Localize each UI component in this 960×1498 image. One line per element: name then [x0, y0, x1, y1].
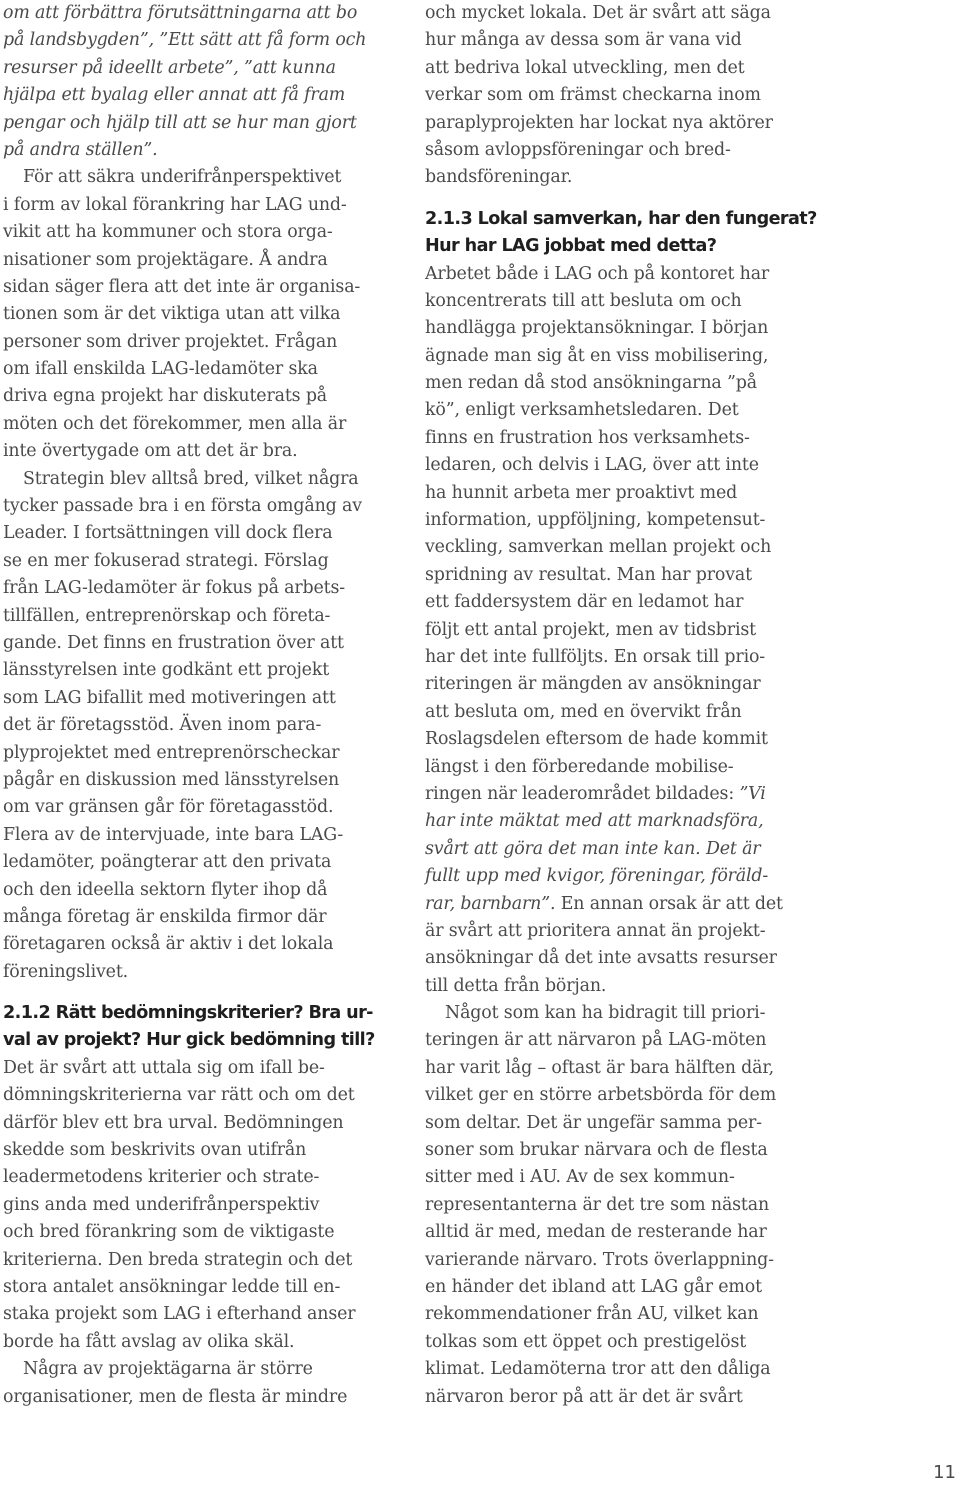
text-line: tillfällen, entreprenörskap och företa-	[3, 605, 331, 626]
text-line: För att säkra underifrånperspektivet	[23, 167, 342, 188]
text-line: som LAG bifallit med motiveringen att	[3, 687, 336, 708]
text-line: gande. Det finns en frustration över att	[3, 632, 344, 653]
section-heading: 2.1.2 Rätt bedömningskriterier? Bra ur-	[3, 1003, 373, 1024]
text-line: att besluta om, med en övervikt från	[425, 701, 742, 722]
text-line: ha hunnit arbeta mer proaktivt med	[425, 482, 738, 503]
text-line: kriterierna. Den breda strategin och det	[3, 1249, 353, 1270]
section-heading: val av projekt? Hur gick bedömning till?	[3, 1030, 375, 1051]
text-line: ett faddersystem där en ledamot har	[425, 592, 744, 613]
text-line: gins anda med underifrånperspektiv	[3, 1194, 320, 1215]
text-line: ledamöter, poängterar att den privata	[3, 852, 332, 873]
text-line: Arbetet både i LAG och på kontoret har	[425, 263, 770, 284]
text-line: borde ha fått avslag av olika skäl.	[3, 1331, 295, 1352]
text-line: längst i den förberedande mobilise-	[425, 756, 734, 777]
text-line: Något som kan ha bidragit till priori-	[445, 1003, 766, 1024]
text-line: en händer det ibland att LAG går emot	[425, 1276, 762, 1297]
text-line: inte övertygade om att det är bra.	[3, 441, 298, 462]
text-line: rekommendationer från AU, vilket kan	[425, 1304, 759, 1325]
text-line: ansökningar då det inte avsatts resurser	[425, 948, 777, 969]
section-heading: Hur har LAG jobbat med detta?	[425, 236, 717, 257]
text-line: och mycket lokala. Det är svårt att säga	[425, 3, 771, 23]
text-line: från LAG-ledamöter är fokus på arbets-	[3, 578, 346, 599]
text-line: tionen som är det viktiga utan att vilka	[3, 304, 341, 325]
left-text-column	[3, 0, 401, 1411]
text-line: har det inte fullföljts. En orsak till prio-	[425, 646, 766, 667]
text-line: koncentrerats till att besluta om och	[425, 290, 742, 311]
text-line: pågår en diskussion med länsstyrelsen	[3, 769, 340, 790]
text-line: organisationer, men de flesta är mindre	[3, 1386, 348, 1407]
text-line: hur många av dessa som är vana vid	[425, 30, 742, 51]
text-line: leadermetodens kriterier och strate-	[3, 1167, 320, 1188]
text-line: nisationer som projektägare. Å andra	[3, 249, 328, 270]
text-line: Leader. I fortsättningen vill dock flera	[3, 523, 333, 544]
text-line: svårt att göra det man inte kan. Det är	[425, 838, 761, 859]
text-line: länsstyrelsen inte godkänt ett projekt	[3, 660, 330, 681]
text-line: att bedriva lokal utveckling, men det	[425, 57, 745, 78]
text-line: paraplyprojekten har lockat nya aktörer	[425, 112, 773, 133]
text-line: resurser på ideellt arbete”, ”att kunna	[3, 57, 336, 78]
text-line: information, uppföljning, kompetensut-	[425, 510, 766, 531]
text-line: skedde som beskrivits ovan utifrån	[3, 1140, 307, 1161]
text-line: har varit låg – oftast är bara hälften där,	[425, 1057, 774, 1078]
text-line: Det är svårt att uttala sig om ifall be-	[3, 1057, 325, 1078]
text-line: och bred förankring som de viktigaste	[3, 1222, 335, 1243]
text-line: verkar som om främst checkarna inom	[425, 85, 761, 106]
section-gap	[3, 986, 401, 1000]
section-heading: 2.1.3 Lokal samverkan, har den fungerat?	[425, 208, 817, 229]
text-line: dömningskriterierna var rätt och om det	[3, 1085, 355, 1106]
text-line: sidan säger flera att det inte är organisa-	[3, 276, 361, 297]
text-line: möten och det förekommer, men alla är	[3, 413, 347, 434]
text-line: veckling, samverkan mellan projekt och	[425, 537, 772, 558]
text-line: personer som driver projektet. Frågan	[3, 331, 338, 352]
text-line: riteringen är mängden av ansökningar	[425, 674, 761, 695]
text-line: kö”, enligt verksamhetsledaren. Det	[425, 400, 739, 421]
text-line: representanterna är det tre som nästan	[425, 1194, 770, 1215]
text-line: till detta från början.	[425, 975, 607, 996]
text-line: det är företagsstöd. Även inom para-	[3, 715, 322, 736]
text-line: driva egna projekt har diskuterats på	[3, 386, 328, 407]
text-line: soner som brukar närvara och de flesta	[425, 1140, 768, 1161]
text-line: ringen när leaderområdet bildades: ”Vi	[425, 783, 766, 804]
page-number: 11	[933, 1462, 956, 1483]
text-line: föreningslivet.	[3, 961, 129, 982]
text-line: klimat. Ledamöterna tror att den dåliga	[425, 1359, 771, 1380]
text-line: bandsföreningar.	[425, 167, 573, 188]
text-line: alltid är med, medan de resterande har	[425, 1222, 767, 1243]
text-line: handlägga projektansökningar. I början	[425, 318, 769, 339]
text-line: många företag är enskilda firmor där	[3, 906, 327, 927]
text-line: fullt upp med kvigor, föreningar, föräld-	[425, 866, 769, 887]
text-line: Några av projektägarna är större	[23, 1359, 313, 1380]
text-line: varierande närvaro. Trots överlappning-	[425, 1249, 774, 1270]
text-line: rar, barnbarn”. En annan orsak är att det	[425, 893, 783, 914]
text-line: vilket ger en större arbetsbörda för dem	[425, 1085, 777, 1106]
text-line: har inte mäktat med att marknadsföra,	[425, 811, 764, 832]
text-line: om ifall enskilda LAG-ledamöter ska	[3, 359, 318, 380]
text-line: vikit att ha kommuner och stora orga-	[3, 222, 333, 243]
text-line: tycker passade bra i en första omgång av	[3, 496, 362, 517]
text-line: hjälpa ett byalag eller annat att få fram	[3, 85, 346, 106]
text-line: närvaron beror på att är det är svårt	[425, 1386, 743, 1407]
text-line: tolkas som ett öppet och prestigelöst	[425, 1331, 747, 1352]
text-line: teringen är att närvaron på LAG-möten	[425, 1030, 767, 1051]
text-line: företagaren också är aktiv i det lokala	[3, 934, 334, 955]
text-line: spridning av resultat. Man har provat	[425, 564, 752, 585]
text-line: och den ideella sektorn flyter ihop då	[3, 879, 328, 900]
text-line: följt ett antal projekt, men av tidsbrist	[425, 619, 756, 640]
text-line: Strategin blev alltså bred, vilket några	[23, 468, 359, 489]
text-line: Flera av de intervjuade, inte bara LAG-	[3, 824, 344, 845]
section-gap	[425, 192, 825, 206]
text-line: staka projekt som LAG i efterhand anser	[3, 1304, 356, 1325]
text-line: därför blev ett bra urval. Bedömningen	[3, 1112, 344, 1133]
text-line: ledaren, och delvis i LAG, över att inte	[425, 455, 759, 476]
text-line: ägnade man sig åt en viss mobilisering,	[425, 345, 769, 366]
text-line: är svårt att prioritera annat än projekt-	[425, 920, 766, 941]
text-line: om att förbättra förutsättningarna att bo	[3, 3, 358, 23]
text-line: om var gränsen går för företagasstöd.	[3, 797, 334, 818]
text-line: stora antalet ansökningar ledde till en-	[3, 1276, 341, 1297]
text-line: plyprojektet med entreprenörscheckar	[3, 742, 340, 763]
text-line: finns en frustration hos verksamhets-	[425, 427, 750, 448]
text-line: i form av lokal förankring har LAG und-	[3, 194, 347, 215]
text-line: se en mer fokuserad strategi. Förslag	[3, 550, 329, 571]
text-line: Roslagsdelen eftersom de hade kommit	[425, 729, 768, 750]
text-line: pengar och hjälp till att se hur man gjort	[3, 112, 357, 133]
text-line: såsom avloppsföreningar och bred-	[425, 139, 731, 160]
text-line: men redan då stod ansökningarna ”på	[425, 373, 757, 394]
right-text-column	[425, 0, 825, 1411]
text-line: som deltar. Det är ungefär samma per-	[425, 1112, 762, 1133]
text-line: på landsbygden”, ”Ett sätt att få form och	[3, 30, 367, 51]
text-line: sitter med i AU. Av de sex kommun-	[425, 1167, 735, 1188]
text-line: på andra ställen”.	[3, 139, 158, 160]
